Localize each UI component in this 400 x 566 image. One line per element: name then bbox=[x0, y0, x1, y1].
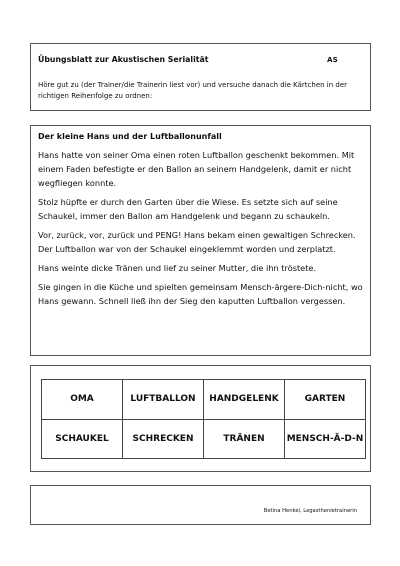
story-paragraph: Vor, zurück, vor, zurück und PENG! Hans bekam einen gewaltigen Schrecken. Der Luftballon war von der Schaukel eingeklemmt worden und zerplatzt. bbox=[38, 230, 356, 255]
word-card[interactable]: SCHRECKEN bbox=[123, 419, 204, 459]
cards-row bbox=[42, 380, 366, 420]
word-card[interactable]: TRÄNEN bbox=[204, 419, 285, 459]
story-paragraph: Sie gingen in die Küche und spielten gemeinsam Mensch-ärgere-Dich-nicht, wo Hans gewann. Schnell ließ ihn der Sieg den kaputten Luftballon vergessen. bbox=[38, 281, 363, 307]
word-card[interactable]: HANDGELENK bbox=[204, 380, 285, 420]
word-card[interactable]: OMA bbox=[42, 380, 123, 420]
story-box bbox=[30, 125, 371, 356]
instruction-text: Höre gut zu (der Trainer/die Trainerin liest vor) und versuche danach die Kärtchen in der richtigen Reihenfolge zu ordnen: bbox=[38, 81, 348, 100]
author-credit: Betina Henkel, Legasthenietrainerin bbox=[263, 508, 357, 514]
story-paragraph: Stolz hüpfte er durch den Garten über die Wiese. Es setzte sich auf seine Schaukel, immer den Ballon am Handgelenk und begann zu schaukeln. bbox=[38, 197, 338, 222]
cards-row bbox=[42, 419, 366, 459]
story-paragraph: Hans weinte dicke Tränen und lief zu seiner Mutter, die ihn tröstete. bbox=[38, 263, 317, 274]
worksheet-title: Übungsblatt zur Akustischen Serialität bbox=[38, 55, 209, 64]
word-card[interactable]: LUFTBALLON bbox=[123, 380, 204, 420]
word-card[interactable]: GARTEN bbox=[285, 380, 366, 420]
word-card[interactable]: MENSCH-Ä-D-N bbox=[285, 419, 366, 459]
cards-box bbox=[30, 365, 371, 472]
story-paragraph: Hans hatte von seiner Oma einen roten Luftballon geschenkt bekommen. Mit einem Faden befestigte er den Ballon an seinem Handgelenk, damit er nicht wegfliegen konnte. bbox=[38, 150, 355, 189]
story-text bbox=[38, 148, 368, 313]
footer-box bbox=[30, 485, 371, 525]
story-title: Der kleine Hans und der Luftballonunfall bbox=[38, 132, 222, 141]
word-card[interactable]: SCHAUKEL bbox=[42, 419, 123, 459]
header-box bbox=[30, 43, 371, 111]
worksheet-code: AS bbox=[327, 55, 338, 64]
word-cards-table bbox=[41, 379, 366, 459]
